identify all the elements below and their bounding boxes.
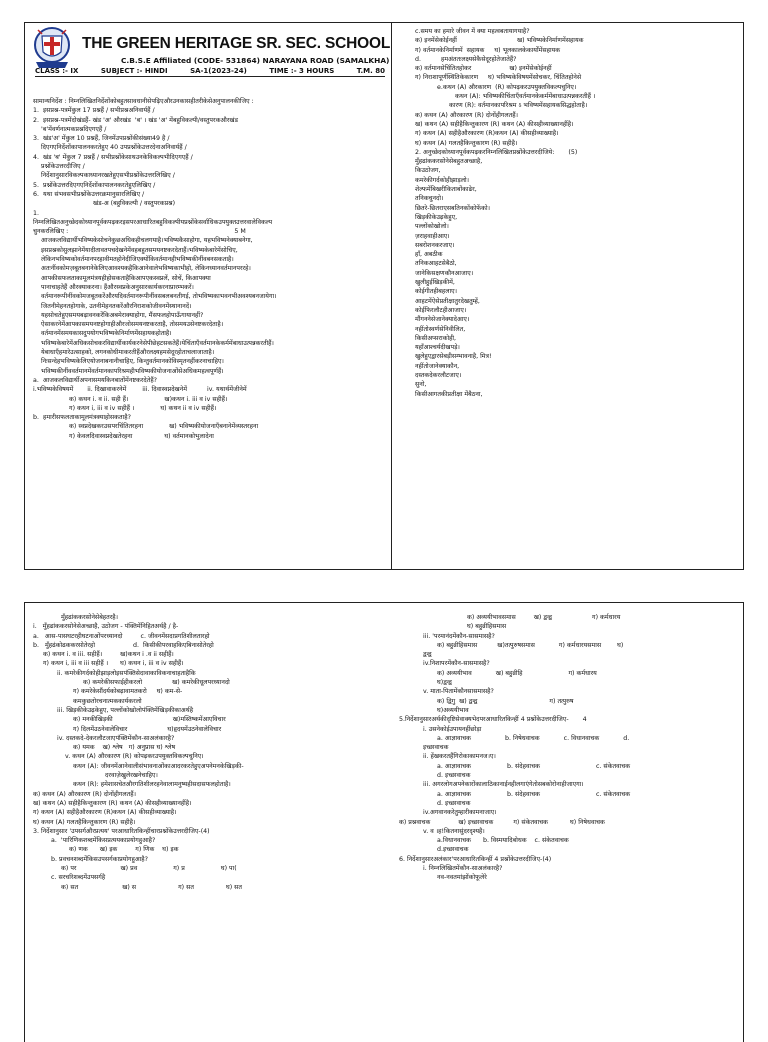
text-line: क) कथन i. व ii. सही हैं। ख)कथन i. iii व iv सहीहैं। — [33, 395, 228, 403]
text-line: कथन (A): जीवनमेंआनेवालीसंभावनाओंकाआदरकरतेहुएअपनेमनकेखिड़की- — [33, 762, 244, 770]
text-line: घ)द्वन्द्व — [399, 679, 452, 687]
text-line: ज़राहवाहीआए। — [415, 232, 450, 240]
exam-label: SA-1(2023-24) — [190, 67, 247, 75]
text-line: मुँहढांककरसोनेसेबेहतरहै। — [33, 614, 119, 621]
text-line: खंड-अ (बहुविकल्पी / वस्तुपरकप्रश्न) — [33, 200, 176, 208]
text-line: 5.निर्देशानुसारअर्थकीदृष्टिसेवाक्यभेदपरआधारितकिन्हीं 4 प्रश्नोंकेउत्तरदीजिए- 4 — [399, 716, 587, 724]
questions-block-left — [25, 603, 385, 892]
text-line: 1. इसप्रश्न-पत्रमेंकुल 17 प्रश्नहैं / सभीप्रश्नअनिवार्यहैं / — [33, 107, 155, 115]
text-line: क) कथन (A) औरकारण (R) दोनोंहीगलतहैं। — [33, 790, 136, 798]
text-line: 6. यथा संभवसभीप्रश्नोंकेउत्तरक्रमानुसारलिखिए / — [33, 190, 145, 198]
text-line: मुँहढांककरसोनेसेबहुतअच्छाहै, — [415, 158, 483, 166]
page2-right-column — [391, 603, 743, 1042]
text-line: सबरोशनकरजाए। — [415, 241, 455, 249]
marks-label: T.M. 80 — [356, 67, 385, 75]
text-line: इच्छावाचक — [399, 744, 449, 752]
text-line: यहसोचतेहुएसमयबढ़ावनकरेंकिअबमेराक्याहोगा, मैंसफलहोपाऊँगायानहीं? — [33, 311, 204, 319]
text-line: क) वर्तमानसेचिंतितहोकर ख) इनमेंसेकोईनहीं — [415, 65, 552, 73]
text-line: भविष्यकेबारेमेंअधिकसोचकरविद्यार्थीकार्यकरनेसेपीछेहटसकतेहैं।येचिंताएँवर्तमानकेकर्ममेंबाधाउत्पन्नकरतीहैं। — [33, 339, 274, 347]
text-line: 5. प्रश्नोंकेउत्तरदिएगएनिर्देशोंकापालनकरतेहुएलिखिए / — [33, 181, 156, 189]
text-line: कमकुछतोरचनात्मककार्यकरलो — [33, 697, 142, 705]
exam-page-2 — [24, 602, 744, 1042]
text-line: इसप्रश्नकोसुलझानेमेंयादीतावतपचदेखनेमेंवहबहुतसमयनष्टकरदेताहैं।भविष्यकेबारेमेंसोचिए, — [33, 246, 238, 254]
text-line: d. इच्छावाचक — [399, 772, 471, 780]
text-line: iii. 'परमानंदमेंकौन-सासमासहै? — [399, 632, 495, 640]
text-line: क) मनकीखिड़की ख)मस्तिष्कमेंआएविचार — [33, 716, 226, 724]
text-line: दरवाज़ेखुलेरखनेचाहिए। — [33, 772, 158, 780]
text-line: नव-नवतमांझोंकोफूलेरे — [399, 874, 487, 882]
text-line: 6. निर्देशानुसारअलंकार'परआधारितकिन्हीं 4 प्रश्नोंकेउत्तरदीजिए-(4) — [399, 855, 552, 863]
text-line: कोईफिरलौटहीआजाए। — [415, 306, 467, 314]
text-line: घ) कथन (A) गलतहैकिन्तुकारण (R) सहीहै। — [33, 818, 136, 826]
exam-page-1 — [24, 22, 744, 570]
text-line: क) द्विगु ख) द्वन्द्व ग) तत्पुरुष — [399, 697, 574, 705]
text-line: ग) कथन i, iii व iv सहीहैं । घ) कथन ii व iv सहीहैं। — [33, 404, 217, 412]
school-name: THE GREEN HERITAGE SR. SEC. SCHOOL — [82, 35, 391, 52]
text-line: i. निम्नलिखितमेंकौन-साअलंकारहै? — [399, 865, 503, 873]
text-line: वर्तमानमेंसमयकासदुपयोगभविष्यकेनिर्माणमेंसहायकहोताहै। — [33, 330, 172, 338]
text-line: खुलीहुईखिड़कीमें, — [415, 279, 455, 287]
text-line: छितरे-छितराएसबतिनकोंकोफेंको। — [415, 204, 491, 212]
text-line: क) पर ख) प्रव ग) प्र घ) पा( — [33, 865, 237, 873]
questions-block-right — [391, 603, 743, 883]
text-line: a. आज्ञावाचक b. संदेहवाचक c. संकेतवाचक — [399, 762, 631, 770]
text-line: कमरेकीगर्दकोहीझाड़लो। — [415, 176, 470, 184]
text-line: क) णक ख) इक ग) णिक घ) इक — [33, 846, 179, 854]
text-line: a. आस-पासघटरहीघटनाओंपरध्यानदो c. जीवनमेंसदाप्रगतिशीलतारहो — [33, 632, 210, 640]
text-line: क) कथन (A) औरकारण (R) दोनोंहीगलतहैं। — [415, 111, 518, 119]
text-line: नहींतोजानेक्याकौन, — [415, 362, 460, 370]
text-line: जितनीमेहनतहोगाके, उतनीमेहनतकरेंऔरनिराशकोजीवनमेंस्थानानदें। — [33, 302, 192, 310]
text-line: d. हमअंततःलक्ष्यसेकैसेदूरहोतेजातेहैं? — [415, 55, 517, 63]
text-line: कथन (A): भविष्यकीचिंताएँवर्तमानकेकर्ममेंबाधाउत्पन्नकरतीहैं । — [415, 93, 596, 101]
text-line: i.भविष्यकेविषयमें ii. दिखावाकरनेमें iii. दिवास्वप्नदेखनेमें iv. यथार्थमेंजीनेमें — [33, 386, 247, 394]
text-line: 3. खंड'अ' मेंकुल 10 प्रश्नहैं, जिनमेंउपप्रश्नोंकीसंख्या49 है / — [33, 135, 170, 143]
text-line: ख) कथन (A) सहीहैकिन्तुकारण (R) कथन (A) कीसहीव्याख्यानहींहै। — [415, 120, 574, 128]
text-line: कोईगीतहीबहलाए। — [415, 288, 458, 296]
text-line: किउठोजग, — [415, 167, 441, 175]
text-line: 'ब'मेंवर्णनात्मकप्रश्नदिएगएहैं / — [33, 125, 107, 133]
text-line: प्रश्नोंकेउत्तरदीजिए / — [33, 163, 85, 171]
text-line: v. कथन (A) औरकारण (R) कोपढ़करउपयुक्तविकल्पचुनिए। — [33, 753, 204, 761]
text-line: iv.अगवानकरेतुम्हारीकामनाजाए। — [399, 809, 497, 817]
text-line: ख) कथन (A) सहीहैकिन्तुकारण (R) कथन (A) कीसहीव्याख्यानहींहै। — [33, 799, 192, 807]
text-line: क) कमरेकीसफाईहीकरलो ख) कमरेकीधूलपरध्यानदो — [33, 679, 230, 687]
text-line: क) स्वप्नदेखकरउसपरचिंतितरहना ख) भविष्यकीयोजनाएँबनानेमेंव्यस्तरहना — [33, 423, 259, 431]
text-line: ग) कथन (A) सहीहैऔरकारण (R)कथन (A) कीसहीव्याख्याहै। — [415, 130, 559, 138]
subject-label: SUBJECT :- HINDI — [100, 67, 168, 75]
text-line: घ) बहुव्रीहिसमास — [399, 623, 507, 631]
text-line: v. व ।ह!कितनासुंदरदृश्यहै। — [399, 827, 485, 835]
text-line: c. सरचरिशब्दमेंउपसर्गहै — [33, 874, 106, 882]
text-line: क) इनमेंसेकोईनहीं ख) भविष्यकेनिर्माणमेंसहायक — [415, 37, 584, 45]
text-line: आपकीसफलताकामूलमंत्रयहीहोसकताहैकिआपएकस्वप्नलें, सोचें, किआपक्या — [33, 274, 211, 282]
text-line: घ)अव्ययीभाव — [399, 706, 469, 714]
text-line: c.समय का हमारे जीवन में क्या महत्वबतायागयाहै? — [415, 28, 530, 35]
text-line: खिड़कीकेउढ़केहुए, — [415, 213, 458, 221]
text-line: a. आज्ञावाचक b. निषेधवाचक c. विधानवाचक d. — [399, 734, 630, 742]
text-line: क) अव्ययीभाव ख) बहुव्रीहि ग) कर्मधारय — [399, 669, 597, 677]
text-line: ऐसाकरनेमेंआपकासमयनष्टहोगाहीऔरजोसमयनष्टकरताहै, तोसमयउसेनष्टकरदेताहै। — [33, 321, 224, 329]
text-line: चुनकरलिखिए : 5 M — [33, 228, 246, 236]
text-line: जानेकिसक्षणकौनआजाए। — [415, 269, 474, 277]
text-line: a. आज्ञावाचक b. संदेहवाचक c. संकेतवाचक — [399, 790, 631, 798]
text-line: क) अव्ययीभावसमास ख) द्वन्द्व ग) कर्मधारय — [399, 614, 621, 621]
text-line: iii. अगरलोगअपनेकारोंकालाठिकानाईनहीलगाएंगेतोसबकोरोनाहीजाएगा। — [399, 781, 584, 789]
text-line: किसीआगतकीप्रतीक्षा मेंबैठना, — [415, 390, 483, 398]
text-line: निम्नलिखितअनुच्छेदकोध्यानपूर्वकपढ़करइसपरआधारितबहुविकल्पीयप्रश्नोंकेसर्वाधिकउपयुक्तउत्तरवालेविकल्प — [33, 218, 273, 226]
text-line: आहटमेंऐसेप्रतीक्षातुरदेखतुम्हें, — [415, 297, 480, 305]
text-line: d.इच्छावाचक — [399, 846, 469, 854]
text-line: शेल्फमेंबिखरीकिताबोंकाढेर, — [415, 186, 477, 194]
text-line: सामान्यनिर्देश : निम्नलिखितनिर्देशोंकोबहुतसावधानीसेपढ़िएऔरउनकासहीतरीकेसेअनुपालनकीजिए : — [33, 98, 254, 105]
instructions-and-passage — [25, 97, 391, 441]
text-line: मौंगननेसेजानेक्यादेआए। — [415, 316, 470, 324]
text-line: ii. कमरेकीगर्दकोहीझाड़लोइसपंक्तिसेदावाकाविकनाचाहताहैकि — [33, 669, 196, 677]
text-line: किसीअप्सराकोही, — [415, 334, 457, 342]
text-line: कथन (R): हमेशासचेतऔरगतिशीलरहनेवालामनुष्यहीसदासफलहोताहै। — [33, 781, 231, 789]
text-line: क) कथन i. व iii. सहीहैं। ख)कथन i .व ii सहीहैं। — [33, 651, 174, 659]
text-line: खुलेहुएद्वारसेबड़ीसम्भावनाहै, मित्र! — [415, 353, 492, 361]
text-line: निर्देशानुसारविकल्पकाध्यानरखतेहुएसभीप्रश्नोंकेउत्तरलिखिए / — [33, 172, 175, 180]
page1-right-column — [393, 23, 743, 569]
text-line: a.विधानवाचक b. विस्मयादिबोधक c. संकेतवाचक — [399, 837, 569, 845]
text-line: कारण (R): वर्तमानकापरिश्रम ऽ भविष्यमेंसहायकसिद्धहोताहै। — [415, 102, 588, 110]
text-line: iii. खिड़कीकेउढ़केहुए, पल्लोंकोखोलोपंक्तिमेंखिड़कीकाअर्थहै — [33, 706, 194, 714]
text-line: हाँ, अबठीक — [415, 251, 443, 259]
text-line: i. उसनेकोईउपायनहींछोड़ा — [399, 725, 482, 733]
text-line: लेकिनभविष्यकोवर्तमानपरहावीमतहोनेदीजिएक्योंकिवर्तमानहीभविष्यकीनींवबनसकताहै। — [33, 256, 234, 264]
text-line: 1. — [33, 209, 40, 217]
text-line: आजकलविद्यार्थीभविष्यकेसोचनेकुछअधिकहीचलगयाहै।भविष्यकैसाहोगा, यहभविष्यनेक्याबनेगा, — [33, 237, 253, 245]
text-line: पल्लोंकोखोलो। — [415, 223, 449, 231]
text-line: यहाँआश्चर्यदीखपड़े। — [415, 344, 460, 352]
text-line: तनिकचुनदो। — [415, 195, 444, 203]
text-line: 2. अनुच्छेदकोध्यानपूर्वकपढ़करनिम्नलिखितप्रश्नोंकेउत्तरदीजिये: (5) — [415, 148, 578, 156]
text-line: दस्तकदेकरलौटजाए। — [415, 371, 462, 379]
text-line: iv. दस्तकदे-देकरलौटजाएपंक्तिमेंकौन-साअलंकारहै? — [33, 734, 175, 742]
exam-info-row — [35, 67, 385, 77]
text-line: तनिकआहटसेबैठो, — [415, 260, 457, 268]
text-line: ग) कथन (A) सहीहैऔरकारण (R)कथन (A) कीसहीव्याख्याहै। — [33, 809, 177, 817]
text-line: d. इच्छावाचक — [399, 799, 471, 807]
page2-left-column — [25, 603, 385, 1042]
text-line: ग) निराशापूर्णस्थितिकेकारण घ) भविष्यकेविषयमेंसोचकर, चिंतितहोनेसे — [415, 74, 582, 82]
text-line: भविष्यकीनींववर्तमानमेंवर्तमानकापरिश्रमहीभविष्यकीयोजनाओंसेअधिकमहत्वपूर्णहैं। — [33, 367, 224, 375]
text-line: नहींतोस्वर्णसेनिवीलित, — [415, 325, 466, 333]
text-line: घ) कथन (A) गलतहैकिन्तुकारण (R) सहीहै। — [415, 139, 518, 147]
text-line: ग) वर्तमानकेनिर्माणमें सहायक घ) भूलकालकेकार्योंमेंसहायक — [415, 46, 561, 54]
text-line: सुनो, — [415, 381, 427, 389]
text-line: क) सत ख) स ग) सत घ) सत — [33, 883, 242, 891]
text-line: e.कथन (A) औरकारण (R) कोपढ़करउपयुक्तविकल्पचुनिए। — [415, 83, 577, 91]
text-line: ii. हेंखकरतहैंगिरोकाकामनज।ए। — [399, 753, 496, 761]
text-line: b. प्रवचनशब्दमेंकिसउपसर्गकाप्रयोगहुआहै? — [33, 855, 148, 863]
class-label: CLASS :- IX — [35, 67, 79, 75]
text-line: i. मुँहढांककरसोनेसेअच्छाहै, उठोजग - पंक्तिमेंनिहितअर्थहै / है- — [33, 623, 179, 631]
text-line: ग) कमरेकेसौंदर्यकोबढ़ावामतकरो घ) कम-से- — [33, 688, 183, 696]
text-line: अतःनींवकोमज़बूतबनानेकेलिएआवश्यकहैकिआनेवालेभविष्यकाभीहो, लेकिनध्यानवर्तमानपररहे। — [33, 265, 251, 273]
school-header — [25, 23, 391, 97]
text-line: iv.निशापरमेंकौन-सासमासहै? — [399, 660, 490, 668]
text-line: निःसन्देहभविष्यकेलिएयोजनाबनानीचाहिए, किन्तुवर्तमानकोविस्मृतनहींकरनाचाहिए। — [33, 358, 224, 366]
text-line: येबाधाएँहमारेउत्साहको, लगनकोधीमाकरतीहैंऔरलक्ष्यहमसेदूरहोताचलाजाताहै। — [33, 349, 215, 357]
text-line: ग) दिलमेंउठनेवालेविचार घ)हृदयमेंउठनेवालेविचार — [33, 725, 222, 733]
page1-left-column — [25, 23, 392, 569]
text-line: b. मुँहढंकोढककरसोतेरहो d. किसीकीपरवाहकिएबिनासोतेरहो — [33, 641, 214, 649]
text-line: b. हमारीसफलताकामूलमंत्रक्याहोसकताहै? — [33, 414, 131, 422]
text-line: क) प्रश्नवाचक ख) इच्छावाचक ग) संकेतवाचक घ) निषेधवाचक — [399, 818, 605, 826]
text-line: 3. निर्देशानुसार 'उपसर्गऔरप्रत्यय' परआधारितकिन्हींचारप्रश्नोंकेउत्तरदीजिए-(4) — [33, 827, 210, 835]
time-label: TIME :- 3 HOURS — [269, 67, 335, 75]
text-line: क) यमक ख) श्लेष ग) अनुप्रास घ) श्लेष — [33, 744, 176, 752]
text-line: ग) केवलदिवास्वप्नदेखतेरहना घ) वर्तमानकोभुलादेना — [33, 432, 214, 440]
text-line: 2. इसप्रश्न-पत्रमेंदोखंडहैं- खंड 'अ' औरखंड 'ब' । खंड 'अ' मेंबहुविकल्पी/वस्तुपरकऔरखंड — [33, 116, 238, 124]
text-line: ग) कथन i, iii व iii सहीहैं । घ) कथन i, iii व iv सहीहैं। — [33, 660, 184, 668]
text-line: a. 'पारिणिकशब्दमेंकिसप्रत्ययकाप्रयोगहुआहै? — [33, 837, 156, 845]
text-line: a. आजकलविद्यार्थीअपनासमयकिनबातोंमेंनष्टकरदेतेहैं? — [33, 376, 158, 384]
text-line: 4. खंड 'ब' मेंकुल 7 प्रश्नहैं / सभीप्रश्नोंकेसाथउनकेविकल्पभीदिएगएहैं / — [33, 153, 193, 161]
text-line: v. माता-पितामेंकौनसासमासहै? — [399, 688, 494, 696]
questions-block — [393, 23, 743, 399]
text-line: द्वन्द्व — [399, 651, 432, 659]
school-crest-icon — [33, 26, 71, 70]
affiliation-line: C.B.S.E Affiliated (CODE- 531864) NARAYANA ROAD (SAMALKHA) — [121, 56, 390, 65]
text-line: क) बहुव्रीहिसमास ख)तत्पुरुषसमास ग) कर्मधारयसमास घ) — [399, 641, 624, 649]
text-line: दिएगएनिर्देशोंकापालनकरतेहुए 40 उपप्रश्नोंकेउत्तरदेनाअनिवार्यहैं / — [33, 144, 187, 152]
text-line: वर्तमानरूपीनींवकोमजबूतकरेंऔरयदिवर्तमानरूपीनींवसबलबनतीगई, तोभविष्यकाभवनभीअवश्यबनजायेगा। — [33, 293, 277, 301]
text-line: पानाचाहतेहैं औरक्याकरना। हैंऔरस्वप्नकेअनुसारकार्यकरनाप्रारम्भकरें। — [33, 283, 194, 291]
